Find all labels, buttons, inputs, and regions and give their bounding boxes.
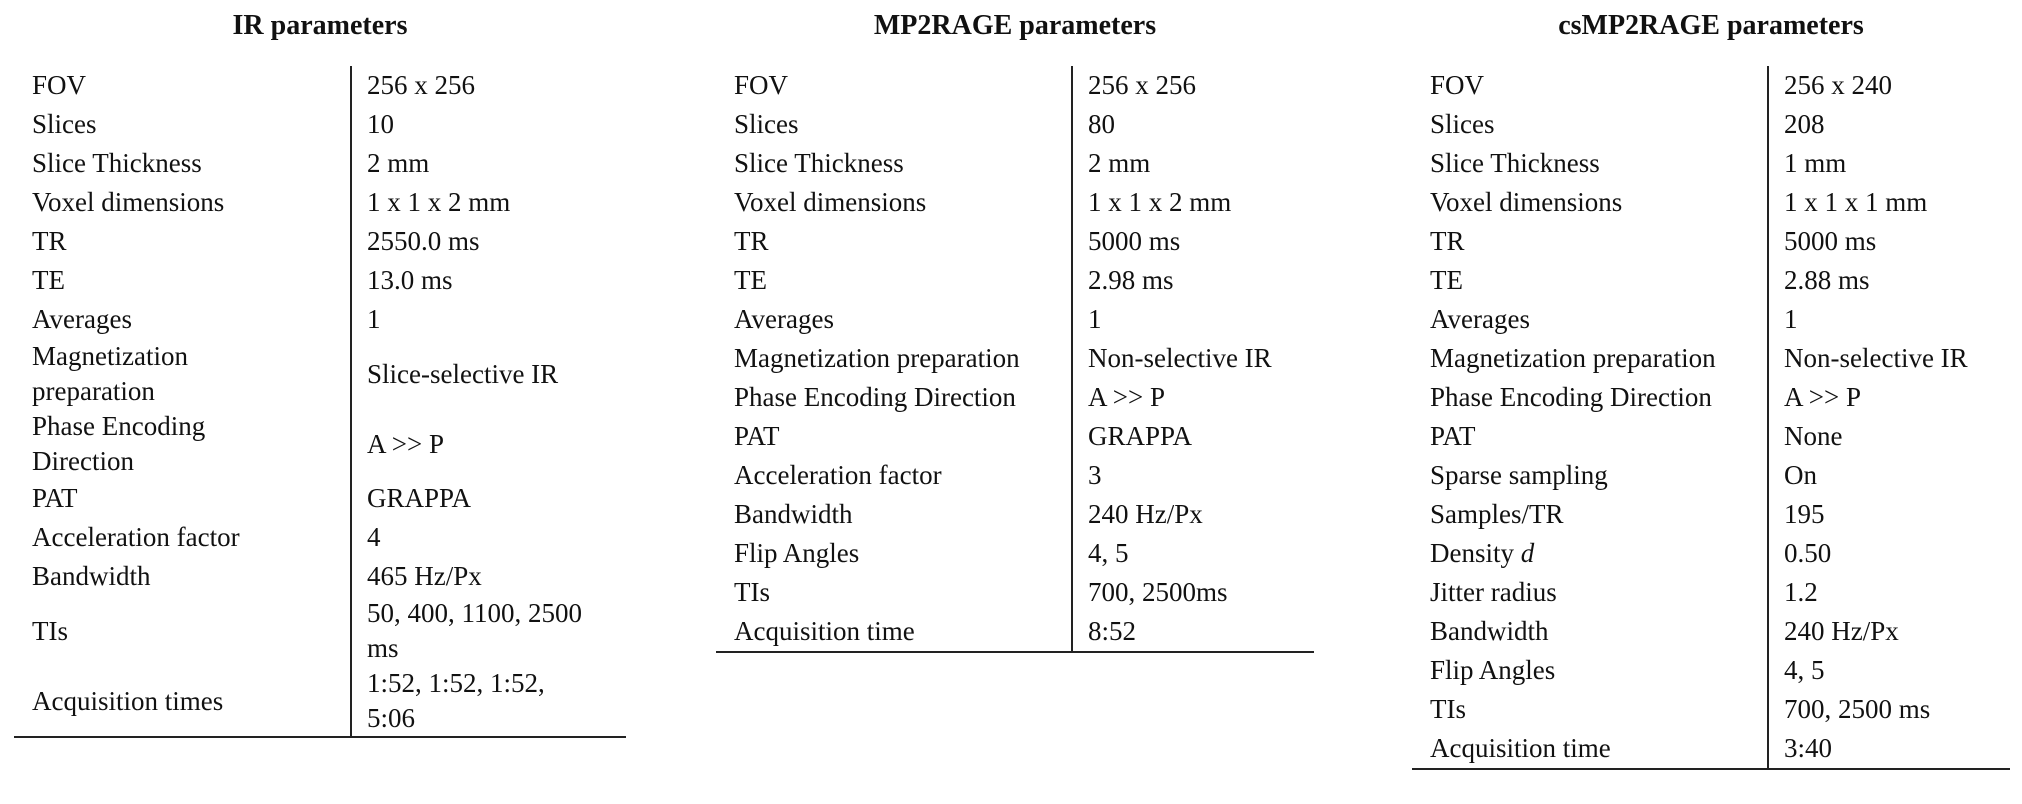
row-label: Averages — [734, 304, 834, 334]
table-row — [1412, 378, 2010, 417]
row-label: Acquisition time — [734, 616, 915, 646]
row-label: TR — [32, 226, 67, 256]
row-value: 4, 5 — [1784, 655, 1825, 685]
row-value: 2.98 ms — [1088, 265, 1174, 295]
row-value: 240 Hz/Px — [1088, 499, 1203, 529]
row-label: Magnetization preparation — [1430, 343, 1716, 373]
table-row — [716, 105, 1314, 144]
row-label: PAT — [734, 421, 780, 451]
table-row — [14, 409, 626, 479]
row-label: Sparse sampling — [1430, 460, 1608, 490]
column-divider — [350, 66, 352, 736]
row-value: 4, 5 — [1088, 538, 1129, 568]
row-value: 1 mm — [1784, 148, 1847, 178]
row-value: 8:52 — [1088, 616, 1137, 646]
row-value: 5000 ms — [1784, 226, 1877, 256]
row-label: PAT — [32, 483, 78, 513]
row-label: TR — [1430, 226, 1465, 256]
table-row — [14, 222, 626, 261]
table-row — [1412, 495, 2010, 534]
table-row — [1412, 651, 2010, 690]
column-divider — [1071, 66, 1073, 651]
table-row — [716, 144, 1314, 183]
table-row — [14, 339, 626, 409]
table-row — [1412, 573, 2010, 612]
row-value: 2.88 ms — [1784, 265, 1870, 295]
row-label: Acquisition time — [1430, 733, 1611, 763]
table-row — [1412, 339, 2010, 378]
table-row — [1412, 417, 2010, 456]
row-value: 2 mm — [367, 148, 430, 178]
table-row — [716, 300, 1314, 339]
row-value: Slice-selective IR — [367, 358, 559, 389]
row-label: TE — [734, 265, 767, 295]
table-row — [716, 183, 1314, 222]
row-value: 10 — [367, 109, 394, 139]
row-label: Averages — [1430, 304, 1530, 334]
row-value: 0.50 — [1784, 538, 1832, 568]
row-label: TIs — [32, 615, 68, 646]
row-label: Phase Encoding Direction — [32, 411, 206, 476]
csmp2rage-parameters-title: csMP2RAGE parameters — [1558, 10, 1864, 41]
table-row — [716, 573, 1314, 612]
row-value: 465 Hz/Px — [367, 561, 482, 591]
row-label: Voxel dimensions — [1430, 187, 1623, 217]
row-value: 1 x 1 x 1 mm — [1784, 187, 1928, 217]
table-row — [1412, 534, 2010, 573]
row-label: Phase Encoding Direction — [734, 382, 1016, 412]
mp2rage-parameters-title: MP2RAGE parameters — [873, 10, 1157, 41]
row-value: 195 — [1784, 499, 1825, 529]
table-row — [14, 300, 626, 339]
table-row — [14, 261, 626, 300]
table-row — [1412, 183, 2010, 222]
row-value: 1 x 1 x 2 mm — [1088, 187, 1232, 217]
mp2rage-parameters-table — [716, 66, 1314, 653]
row-label: Flip Angles — [734, 538, 860, 568]
row-value: A >> P — [367, 428, 444, 459]
row-value: GRAPPA — [367, 483, 472, 513]
row-label: Magnetization preparation — [734, 343, 1020, 373]
row-label: TE — [32, 265, 65, 295]
table-row — [14, 144, 626, 183]
density-symbol: d — [1520, 538, 1535, 568]
row-label: Bandwidth — [734, 499, 853, 529]
row-label: Slices — [734, 109, 799, 139]
row-value: GRAPPA — [1088, 421, 1193, 451]
row-label: TIs — [1430, 694, 1466, 724]
row-label: Slices — [32, 109, 97, 139]
row-label: Flip Angles — [1430, 655, 1556, 685]
row-value: 1 — [1784, 304, 1798, 334]
table-row — [1412, 144, 2010, 183]
row-label — [1412, 536, 1768, 571]
row-value: 3 — [1088, 460, 1102, 490]
row-value: 2 mm — [1088, 148, 1151, 178]
row-label: Acceleration factor — [734, 460, 942, 490]
row-label: Slice Thickness — [734, 148, 904, 178]
row-label: FOV — [734, 70, 789, 100]
row-value: 256 x 256 — [367, 70, 475, 100]
row-value: Non-selective IR — [1784, 343, 1968, 373]
table-row — [1412, 66, 2010, 105]
row-label: Acceleration factor — [32, 522, 240, 552]
row-label: Samples/TR — [1430, 499, 1564, 529]
row-value: 700, 2500ms — [1088, 577, 1228, 607]
row-label: Bandwidth — [1430, 616, 1549, 646]
table-row — [14, 105, 626, 144]
row-value: 208 — [1784, 109, 1825, 139]
row-value: 1 x 1 x 2 mm — [367, 187, 511, 217]
row-value: 700, 2500 ms — [1784, 694, 1931, 724]
row-label: Slices — [1430, 109, 1495, 139]
row-label: Slice Thickness — [1430, 148, 1600, 178]
row-value: 50, 400, 1100, 2500 ms — [367, 598, 582, 663]
table-row — [14, 66, 626, 105]
row-label: FOV — [1430, 70, 1485, 100]
row-value: 13.0 ms — [367, 265, 453, 295]
row-value: None — [1784, 421, 1843, 451]
table-row — [716, 612, 1314, 651]
ir-parameters-table — [14, 66, 626, 738]
table-row — [716, 378, 1314, 417]
row-label: Phase Encoding Direction — [1430, 382, 1712, 412]
row-label: FOV — [32, 70, 87, 100]
table-row — [716, 339, 1314, 378]
table-row — [716, 456, 1314, 495]
table-row — [716, 66, 1314, 105]
row-value: On — [1784, 460, 1817, 490]
row-label: Bandwidth — [32, 561, 151, 591]
row-label: Voxel dimensions — [734, 187, 927, 217]
row-value: 256 x 256 — [1088, 70, 1196, 100]
row-value: 1:52, 1:52, 1:52, 5:06 — [367, 668, 545, 733]
table-row — [1412, 729, 2010, 768]
table-row — [716, 222, 1314, 261]
table-row — [716, 534, 1314, 573]
table-row — [716, 261, 1314, 300]
row-value: 1.2 — [1784, 577, 1818, 607]
row-label: TIs — [734, 577, 770, 607]
row-label: Voxel dimensions — [32, 187, 225, 217]
row-label: Averages — [32, 304, 132, 334]
row-value: 2550.0 ms — [367, 226, 480, 256]
table-row — [716, 417, 1314, 456]
row-value: A >> P — [1088, 382, 1165, 412]
table-row — [14, 596, 626, 666]
table-row — [1412, 690, 2010, 729]
row-label: TR — [734, 226, 769, 256]
table-row — [1412, 612, 2010, 651]
row-label: PAT — [1430, 421, 1476, 451]
table-row — [14, 479, 626, 518]
table-row — [1412, 300, 2010, 339]
table-row — [1412, 222, 2010, 261]
csmp2rage-parameters-table — [1412, 66, 2010, 770]
row-value: 3:40 — [1784, 733, 1833, 763]
table-row — [1412, 105, 2010, 144]
table-row — [14, 518, 626, 557]
row-label: Acquisition times — [32, 685, 224, 716]
column-divider — [1767, 66, 1769, 768]
row-label: Slice Thickness — [32, 148, 202, 178]
table-row — [14, 557, 626, 596]
row-value: 4 — [367, 522, 381, 552]
density-label-text: Density — [1430, 538, 1514, 568]
table-row — [1412, 261, 2010, 300]
table-row — [1412, 456, 2010, 495]
row-value: 240 Hz/Px — [1784, 616, 1899, 646]
row-value: 80 — [1088, 109, 1115, 139]
row-value: A >> P — [1784, 382, 1861, 412]
row-label: Magnetization preparation — [32, 341, 188, 406]
row-label: Jitter radius — [1430, 577, 1557, 607]
row-value: 1 — [1088, 304, 1102, 334]
ir-parameters-title: IR parameters — [232, 10, 408, 41]
table-row — [14, 666, 626, 736]
row-value: 256 x 240 — [1784, 70, 1892, 100]
row-value: 5000 ms — [1088, 226, 1181, 256]
table-row — [14, 183, 626, 222]
row-value: Non-selective IR — [1088, 343, 1272, 373]
row-label: TE — [1430, 265, 1463, 295]
table-row — [716, 495, 1314, 534]
row-value: 1 — [367, 304, 381, 334]
